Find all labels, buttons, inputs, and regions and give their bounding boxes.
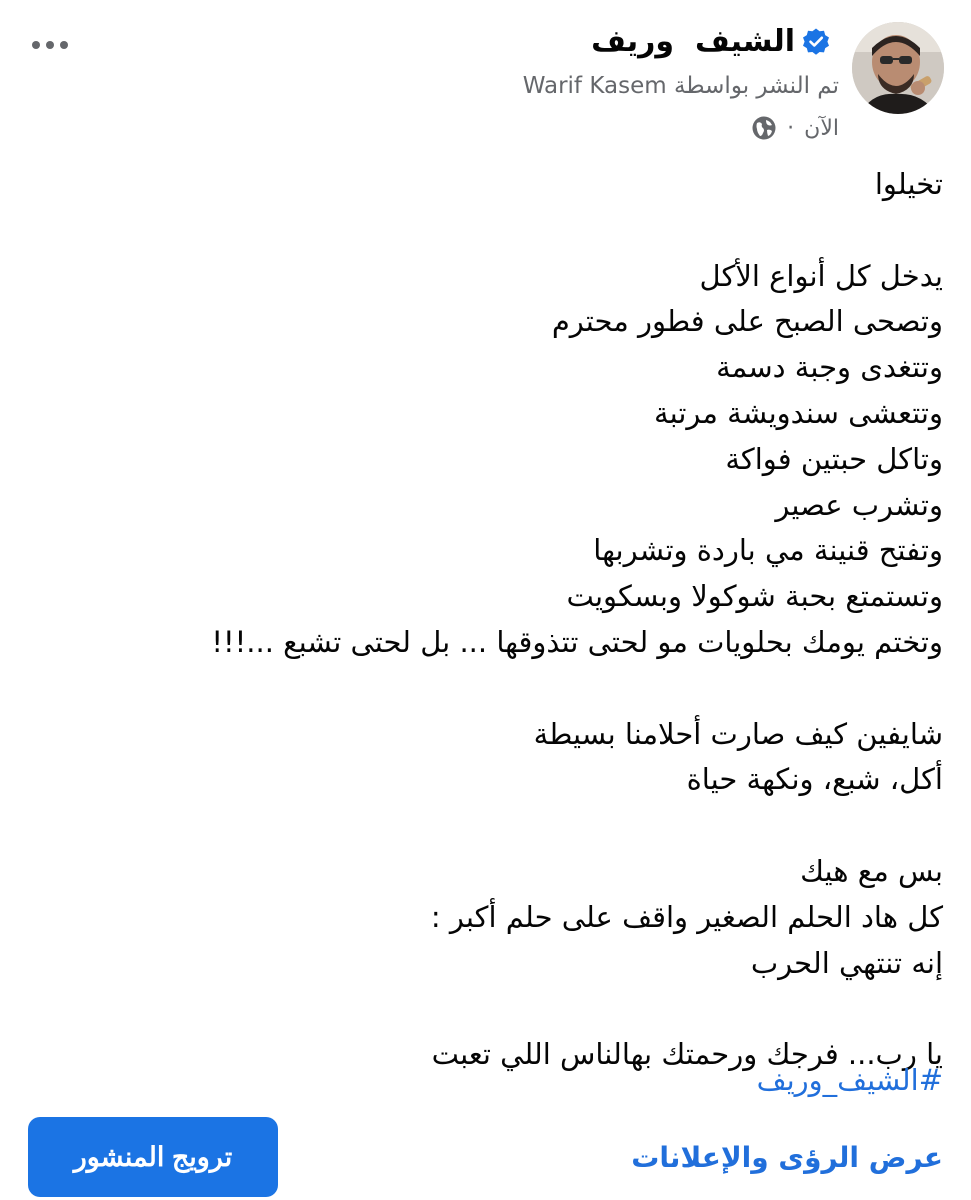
- post-line: تخيلوا: [874, 167, 943, 201]
- globe-icon[interactable]: [751, 115, 777, 141]
- more-dot: [46, 41, 54, 49]
- post-header: [0, 0, 971, 150]
- more-options-icon[interactable]: [28, 28, 72, 62]
- post-line: وتشرب عصير: [775, 487, 943, 522]
- post-line: كل هاد الحلم الصغير واقف على حلم أكبر :: [430, 899, 943, 934]
- boost-post-button[interactable]: ترويج المنشور: [28, 1117, 278, 1197]
- post-line: وتصحى الصبح على فطور محترم: [551, 304, 943, 339]
- post-line: وتفتح قنينة مي باردة وتشربها: [593, 533, 943, 568]
- post-line: [83, 208, 943, 254]
- more-dot: [32, 41, 40, 49]
- post-line: يدخل كل أنواع الأكل: [699, 258, 943, 293]
- post-line: شايفين كيف صارت أحلامنا بسيطة: [533, 716, 943, 751]
- more-dot: [60, 41, 68, 49]
- post-line: وتختم يومك بحلويات مو لحتى تتذوقها ... بل لحتى تشبع ...!!!: [211, 624, 943, 659]
- verified-badge-icon: [801, 27, 831, 57]
- post-line: أكل، شبع، ونكهة حياة: [686, 762, 943, 797]
- post-line: [83, 666, 943, 712]
- meta-separator: ·: [787, 115, 795, 141]
- post-meta: [751, 110, 839, 146]
- post-line: إنه تنتهي الحرب: [750, 945, 943, 980]
- author-avatar[interactable]: [852, 22, 944, 114]
- view-insights-link[interactable]: عرض الرؤى والإعلانات: [631, 1141, 943, 1174]
- post-line: يا رب... فرجك ورحمتك بهالناس اللي تعبت: [431, 1037, 943, 1072]
- posted-by-text: تم النشر بواسطة Warif Kasem: [522, 73, 839, 99]
- post-line: بس مع هيك: [800, 853, 943, 888]
- post-line: وتتغدى وجبة دسمة: [716, 350, 943, 385]
- hashtag-link[interactable]: #الشيف_وريف: [756, 1063, 943, 1097]
- author-name[interactable]: الشيف وريف: [591, 24, 795, 59]
- post-timestamp[interactable]: الآن: [804, 115, 839, 141]
- avatar-image: [852, 22, 944, 114]
- post-text: [83, 162, 943, 1078]
- post-line: وتاكل حبتين فواكة: [725, 441, 943, 476]
- post-line: وتستمتع بحبة شوكولا وبسكويت: [566, 579, 943, 614]
- post-line: وتتعشى سندويشة مرتبة: [654, 395, 943, 430]
- post-line: [83, 986, 943, 1032]
- author-row: [591, 20, 831, 64]
- post-line: [83, 803, 943, 849]
